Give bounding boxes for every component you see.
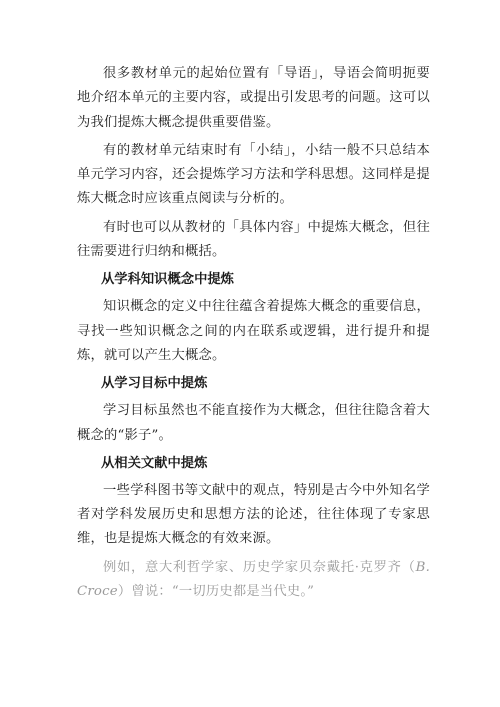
quote-suffix: ）曾说：“一切历史都是当代史。” (117, 584, 315, 600)
paragraph-croce-quote (77, 556, 430, 605)
quote-prefix: 例如，意大利哲学家、历史学家贝奈戴托·克罗齐（ (103, 559, 416, 575)
paragraph-intro-guide: 很多教材单元的起始位置有「导语」，导语会简明扼要地介绍本单元的主要内容，或提出引发思考的问题。这可以为我们提炼大概念提供重要借鉴。 (77, 66, 430, 130)
section-heading-learning-goals: 从学习目标中提炼 (101, 376, 208, 392)
paragraph-specific-content: 有时也可以从教材的「具体内容」中提炼大概念，但往往需要进行归纳和概括。 (77, 219, 430, 260)
paragraph-knowledge-concepts: 知识概念的定义中往往蕴含着提炼大概念的重要信息，寻找一些知识概念之间的内在联系或逻辑，进行提升和提炼，就可以产生大概念。 (77, 299, 430, 363)
section-heading-knowledge-concepts: 从学科知识概念中提炼 (101, 272, 234, 288)
document-page (77, 62, 430, 608)
paragraph-literature: 一些学科图书等文献中的观点，特别是古今中外知名学者对学科发展历史和思想方法的论述，往往体现了专家思维，也是提炼大概念的有效来源。 (77, 482, 430, 547)
quote-author-latin-name: B. Croce (77, 559, 430, 600)
section-heading-literature: 从相关文献中提炼 (101, 455, 208, 471)
paragraph-learning-goals: 学习目标虽然也不能直接作为大概念，但往往隐含着大概念的“影子”。 (77, 403, 430, 443)
paragraph-unit-summary: 有的教材单元结束时有「小结」，小结一般不只总结本单元学习内容，还会提炼学习方法和学科思想。这同样是提炼大概念时应该重点阅读与分析的。 (77, 142, 430, 207)
